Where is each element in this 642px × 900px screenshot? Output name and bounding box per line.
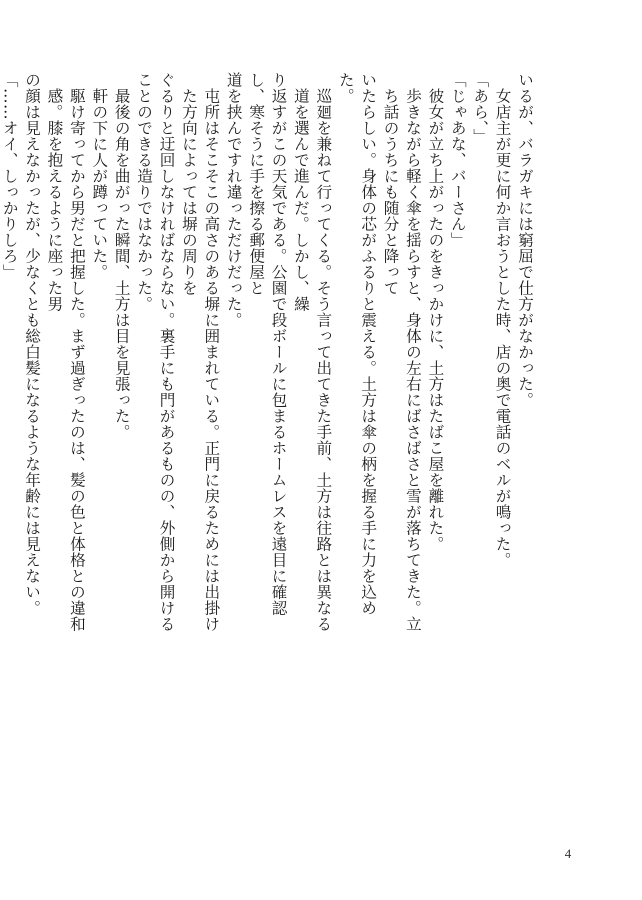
text-line: 駆け寄ってから男だと把握した。まず過ぎったのは、髪の色と体格との違和感。膝を抱えるように座った男 <box>45 87 86 632</box>
dialogue-line: 「……オイ、しっかりしろ」 <box>0 72 19 280</box>
body-text <box>0 72 536 642</box>
text-line: り返すがこの天気である。公園で段ボールに包まるホームレスを遠目に確認し、寒そうに手を擦る郵便屋と <box>247 72 288 616</box>
text-line: 道を挟んですれ違っただけだった。 <box>224 72 243 328</box>
text-line: 歩きながら軽く傘を揺らすと、身体の左右にばさばさと雪が落ちてきた。立ち話のうちにも随分と降って <box>381 87 422 632</box>
dialogue-line: 「じゃあな、バーさん」 <box>448 72 467 248</box>
text-line: いるが、バラガキには窮屈で仕方がなかった。 <box>516 72 534 408</box>
text-line: ぐるりと迂回しなければならない。裏手にも門があるものの、外側から開けることのできる造りではなかった。 <box>135 72 176 632</box>
text-line: 軒の下に人が蹲っていた。 <box>90 87 109 280</box>
page-number: 4 <box>564 846 572 861</box>
text-line: 巡廻を兼ねて行ってくる。そう言って出てきた手前、土方は往路とは異なる道を選んで進んだ。しかし、繰 <box>291 87 333 632</box>
text-line: 女店主が更に何か言おうとした時、店の奥で電話のベルが鳴った。 <box>493 87 512 568</box>
text-line: 彼女が立ち上がったのをきっかけに、土方はたばこ屋を離れた。 <box>426 87 445 552</box>
text-line: 屯所はそこそこの高さのある塀に囲まれている。正門に戻るためには出掛けた方向によっては塀の周りを <box>179 87 221 632</box>
text-line: の顔は見えなかったが、少なくとも総白髪になるような年齢には見えない。 <box>23 72 42 616</box>
text-line: いたらしい。身体の芯がふるりと震える。土方は傘の柄を握る手に力を込めた。 <box>336 72 378 616</box>
dialogue-line: 「あら、」 <box>471 72 490 145</box>
text-line: 最後の角を曲がった瞬間、土方は目を見張った。 <box>112 87 131 440</box>
